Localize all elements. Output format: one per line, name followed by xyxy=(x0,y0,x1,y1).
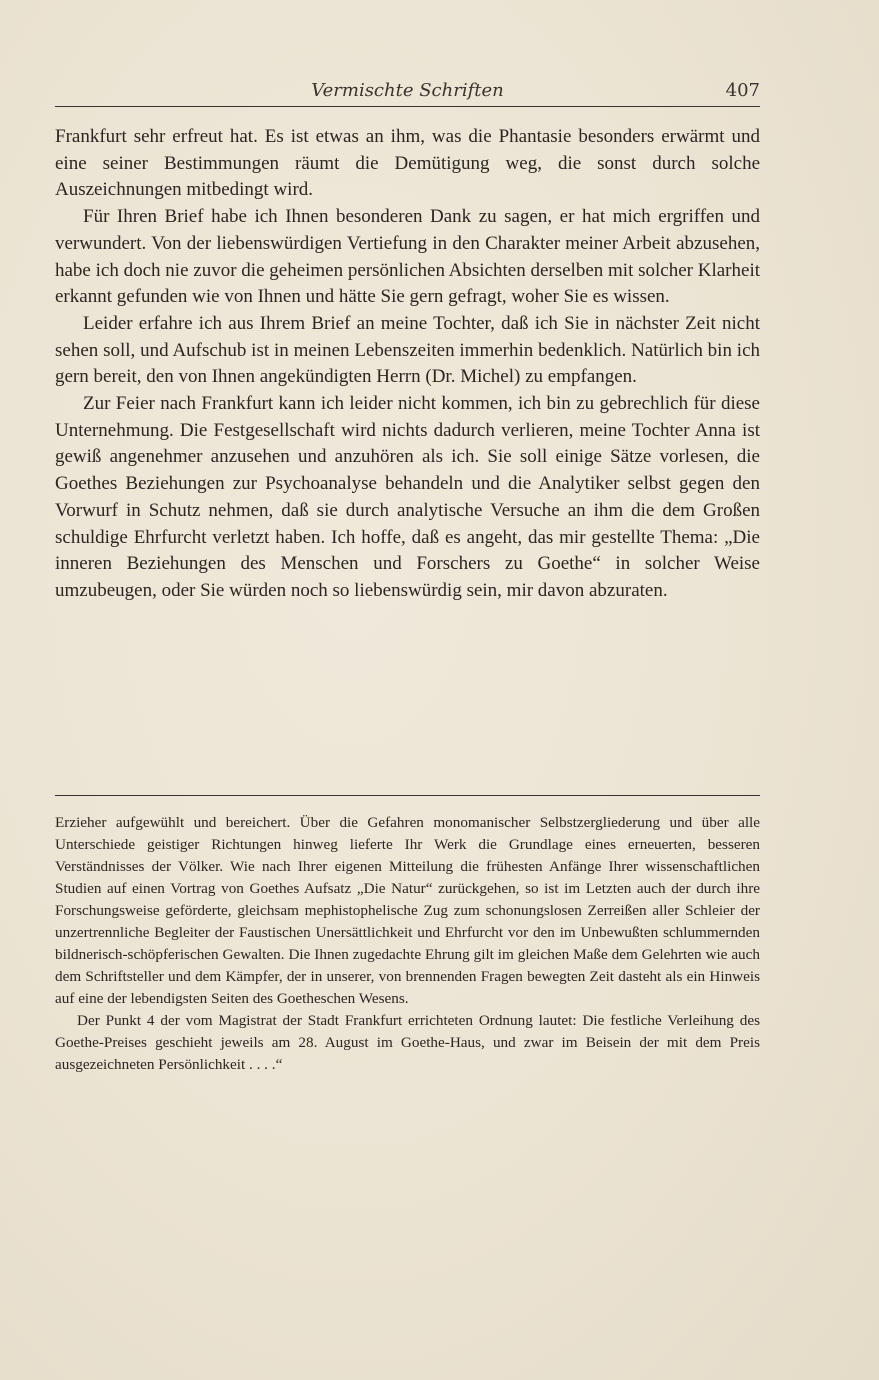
body-paragraph: Zur Feier nach Frankfurt kann ich leider nicht kommen, ich bin zu gebrechlich für diese Unternehmung. Die Festgesellschaft wird nichts dadurch verlieren, meine Tochter Anna ist gewiß angenehmer anzusehen und anzuhören als ich. Sie soll einige Sätze vorlesen, die Goethes Beziehungen zur Psychoanalyse behandeln und die Analytiker selbst gegen den Vorwurf in Schutz nehmen, daß sie durch analytische Versuche an ihm die dem Großen schuldige Ehrfurcht verletzt haben. Ich hoffe, daß es angeht, das mir gestellte Thema: „Die inneren Beziehungen des Menschen und Forschers zu Goethe“ in solcher Weise umzubeugen, oder Sie würden noch so liebenswürdig sein, mir davon abzuraten. xyxy=(55,393,760,601)
footnote-divider xyxy=(55,795,760,796)
body-paragraph: Leider erfahre ich aus Ihrem Brief an meine Tochter, daß ich Sie in nächster Zeit nicht sehen soll, und Aufschub ist in meinen Lebenszeiten immerhin bedenklich. Natürlich bin ich gern bereit, den von Ihnen angekündigten Herrn (Dr. Michel) zu empfangen. xyxy=(55,312,760,388)
body-paragraph: Frankfurt sehr erfreut hat. Es ist etwas an ihm, was die Phantasie besonders erwärmt und eine seiner Bestimmungen räumt die Demütigung weg, die sonst durch solche Auszeichnungen mitbedingt wird. xyxy=(55,126,760,201)
main-text xyxy=(55,124,760,605)
footnote-paragraph: Erzieher aufgewühlt und bereichert. Über die Gefahren monomanischer Selbstzergliederung und über alle Unterschiede geistiger Richtungen hinweg lieferte Ihr Werk die Grundlage eines erneuerten, besseren Verständnisses der Völker. Wie nach Ihrer eigenen Mitteilung die frühesten Anfänge Ihrer wissenschaftlichen Studien auf einen Vortrag von Goethes Aufsatz „Die Natur“ zurückgehen, so ist im Letzten auch der durch ihre Forschungsweise geförderte, gleichsam mephistophelische Zug zum schonungslosen Zerreißen aller Schleier der unzertrennliche Begleiter der Faustischen Unersättlichkeit und Ehrfurcht vor den im Unbewußten schlummernden bildnerisch-schöpferischen Gewalten. Die Ihnen zugedachte Ehrung gilt im gleichen Maße dem Gelehrten wie auch dem Schriftsteller und dem Kämpfer, der in unserer, von brennenden Fragen bewegten Zeit dasteht als ein Hinweis auf eine der lebendigsten Seiten des Goetheschen Wesens. xyxy=(55,814,760,1007)
page-number: 407 xyxy=(725,80,760,101)
footnotes xyxy=(55,812,760,1076)
running-title: Vermischte Schriften xyxy=(311,80,504,101)
body-paragraph: Für Ihren Brief habe ich Ihnen besonderen Dank zu sagen, er hat mich ergriffen und verwundert. Von der liebenswürdigen Vertiefung in den Charakter meiner Arbeit abzusehen, habe ich doch nie zuvor die geheimen persönlichen Absichten derselben mit solcher Klarheit erkannt gefunden wie von Ihnen und hätte Sie gern gefragt, woher Sie es wissen. xyxy=(55,206,760,308)
footnote-paragraph: Der Punkt 4 der vom Magistrat der Stadt Frankfurt errichteten Ordnung lautet: Die festliche Verleihung des Goethe-Preises geschieht jeweils am 28. August im Goethe-Haus, und zwar im Beisein der mit dem Preis ausgezeichneten Persönlichkeit . . . .“ xyxy=(55,1012,760,1073)
running-header xyxy=(55,78,760,107)
